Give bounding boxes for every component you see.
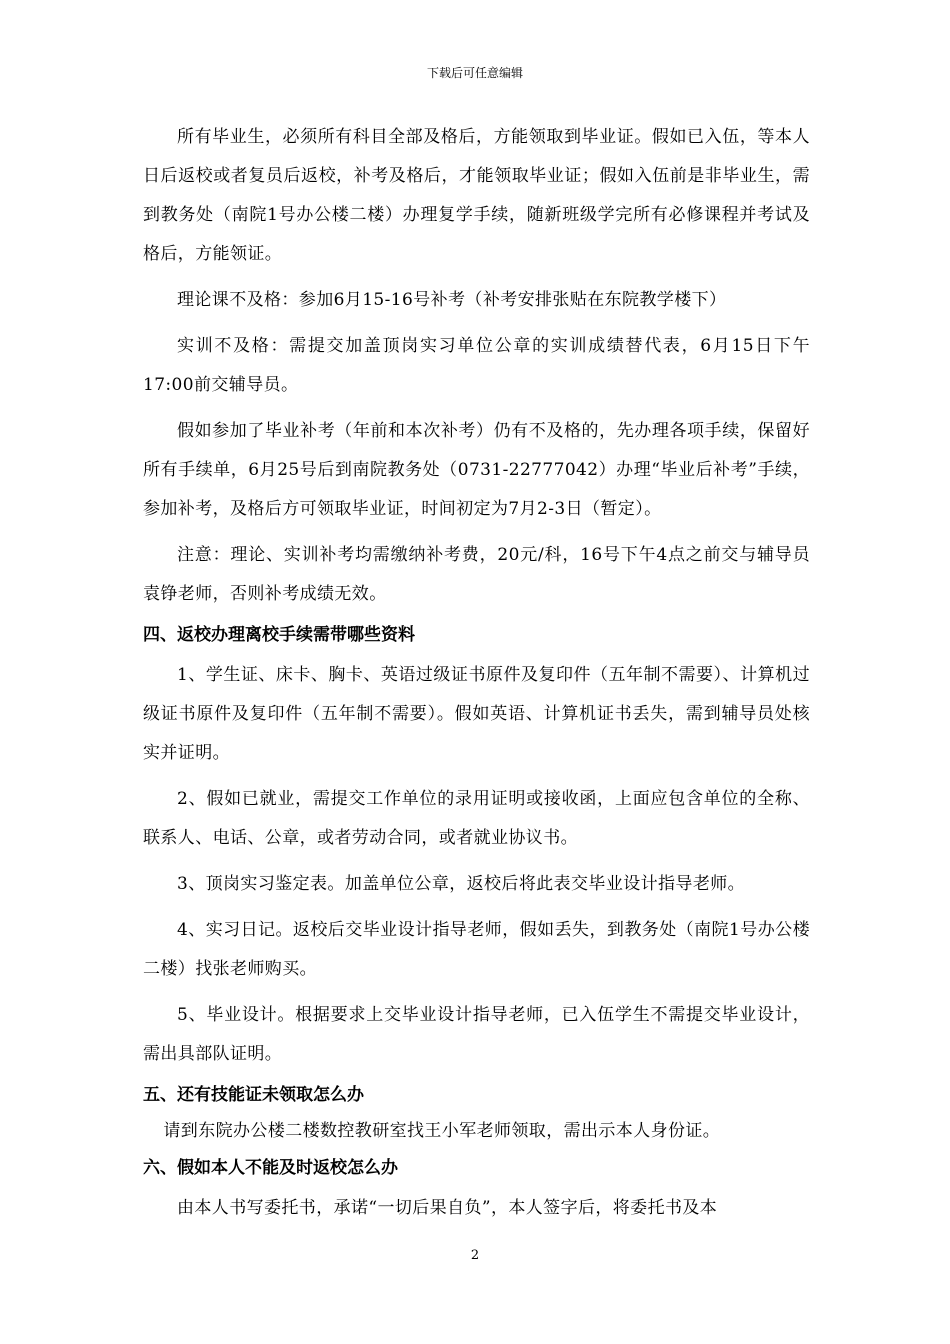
paragraph-power-of-attorney: 由本人书写委托书，承诺“一切后果自负”，本人签字后，将委托书及本 xyxy=(177,1198,718,1218)
page-number: 2 xyxy=(470,1248,480,1263)
list-item-4: 4、实习日记。返校后交毕业设计指导老师，假如丢失，到教务处（南院1号办公楼二楼）找张老师购买。 xyxy=(143,920,810,979)
list-item-1: 1、学生证、床卡、胸卡、英语过级证书原件及复印件（五年制不需要）、计算机过级证书原件及复印件（五年制不需要）。假如英语、计算机证书丢失，需到辅导员处核实并证明。 xyxy=(143,665,810,763)
paragraph-post-graduation-makeup: 假如参加了毕业补考（年前和本次补考）仍有不及格的，先办理各项手续，保留好所有手续单，6月25号后到南院教务处（0731-22777042）办理“毕业后补考”手续，参加补考，及格后方可领取毕业证，时间初定为7月2-3日（暂定）。 xyxy=(143,421,810,519)
document-body xyxy=(143,118,810,1235)
paragraph-theory-makeup: 理论课不及格：参加6月15-16号补考（补考安排张贴在东院教学楼下） xyxy=(177,290,727,310)
paragraph-skill-certificate: 请到东院办公楼二楼数控教研室找王小军老师领取，需出示本人身份证。 xyxy=(163,1121,721,1141)
paragraph-makeup-fee-note: 注意：理论、实训补考均需缴纳补考费，20元/科，16号下午4点之前交与辅导员袁铮老师，否则补考成绩无效。 xyxy=(143,545,810,604)
list-item-5: 5、毕业设计。根据要求上交毕业设计指导老师，已入伍学生不需提交毕业设计，需出具部队证明。 xyxy=(143,1005,810,1064)
list-item-2: 2、假如已就业，需提交工作单位的录用证明或接收函，上面应包含单位的全称、联系人、电话、公章，或者劳动合同，或者就业协议书。 xyxy=(143,789,810,848)
paragraph-practical-makeup: 实训不及格：需提交加盖顶岗实习单位公章的实训成绩替代表，6月15日下午17:00前交辅导员。 xyxy=(143,336,810,395)
section-heading-5: 五、还有技能证未领取怎么办 xyxy=(143,1085,364,1105)
section-heading-6: 六、假如本人不能及时返校怎么办 xyxy=(143,1158,398,1178)
list-item-3: 3、顶岗实习鉴定表。加盖单位公章，返校后将此表交毕业设计指导老师。 xyxy=(177,874,746,894)
section-heading-4: 四、返校办理离校手续需带哪些资料 xyxy=(143,625,415,645)
page-header: 下载后可任意编辑 xyxy=(426,66,523,80)
paragraph-graduation-requirement: 所有毕业生，必须所有科目全部及格后，方能领取到毕业证。假如已入伍，等本人日后返校或者复员后返校，补考及格后，才能领取毕业证；假如入伍前是非毕业生，需到教务处（南院1号办公楼二楼）办理复学手续，随新班级学完所有必修课程并考试及格后，方能领证。 xyxy=(143,127,810,264)
